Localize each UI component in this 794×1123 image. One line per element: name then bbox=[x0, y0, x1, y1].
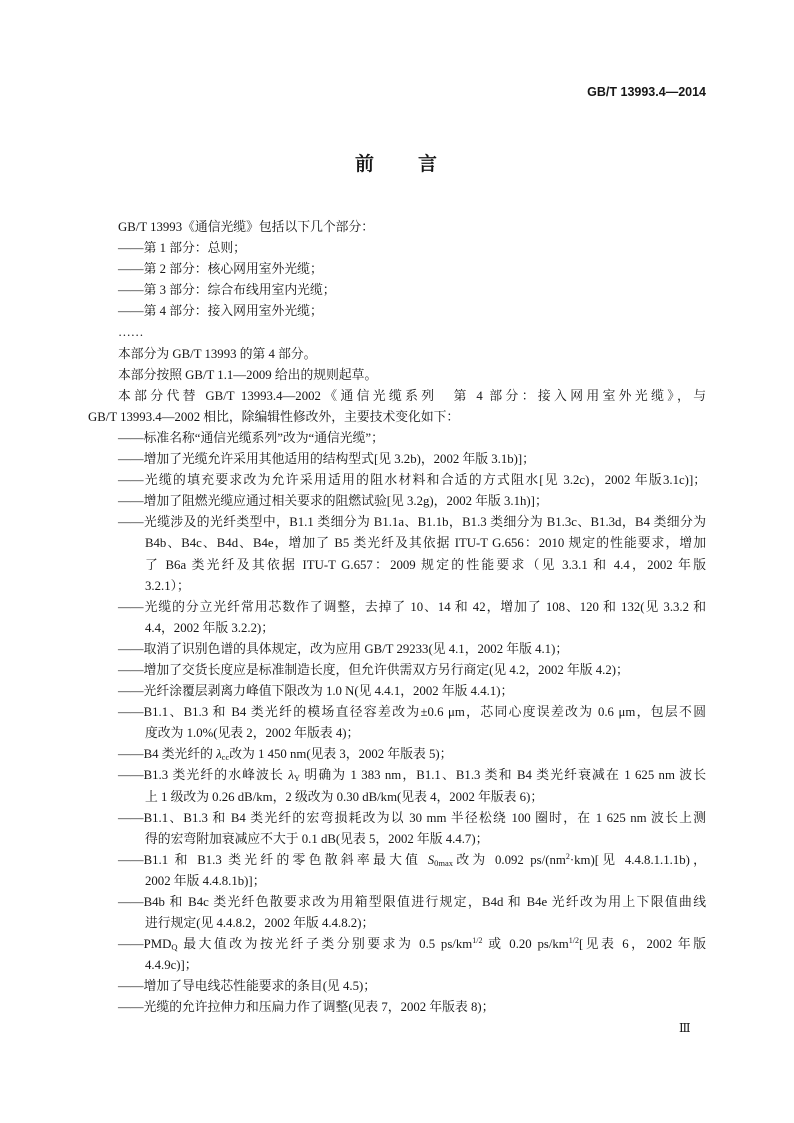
text-segment: ·km)[见 4.4.8.1.1.1b)， bbox=[569, 852, 706, 867]
change-item bbox=[88, 702, 706, 744]
change-item bbox=[88, 808, 706, 850]
part-item: ——第 4 部分：接入网用室外光缆； bbox=[118, 304, 323, 319]
change-item-line: B4b、B4c、B4d、B4e，增加了 B5 类光纤及其依据 ITU-T G.656：2010 规定的性能要求，增加 bbox=[145, 536, 706, 551]
text-segment: [见表 6，2002 年版 bbox=[578, 937, 707, 952]
change-item-line: ——B1.1、B1.3 和 B4 类光纤的宏弯损耗改为以 30 mm 半径松绕 100 圈时，在 1 625 nm 波长上测 bbox=[118, 810, 706, 825]
change-item bbox=[88, 428, 706, 449]
subscript: Q bbox=[171, 942, 178, 953]
change-item bbox=[88, 681, 706, 702]
change-item-line: ——B4b 和 B4c 类光纤色散要求改为用箱型限值进行规定，B4d 和 B4e 光纤改为用上下限值曲线 bbox=[118, 895, 706, 909]
changes-list bbox=[88, 428, 706, 1019]
change-item-line: ——增加了阻燃光缆应通过相关要求的阻燃试验[见 3.2g)，2002 年版 3.1h)]； bbox=[118, 494, 548, 509]
change-item bbox=[88, 934, 706, 976]
scope-statement: 本部分为 GB/T 13993 的第 4 部分。 bbox=[118, 346, 317, 361]
change-item-line: ——光缆的填充要求改为允许采用适用的阻水材料和合适的方式阻水[见 3.2c)，2002 年版3.1c)]； bbox=[118, 473, 706, 488]
change-item-line: ——增加了交货长度应是标准制造长度，但允许供需双方另行商定(见 4.2，2002 年版 4.2)； bbox=[118, 662, 629, 677]
change-item-line bbox=[88, 850, 706, 871]
change-item bbox=[88, 491, 706, 512]
subscript: 0max bbox=[434, 857, 454, 868]
text-segment: ——B1.3 类光纤的水峰波长 bbox=[118, 768, 289, 783]
change-item-line: 3.2.1）； bbox=[145, 578, 190, 593]
change-item-line: ——标准名称“通信光缆系列”改为“通信光缆”； bbox=[118, 430, 384, 445]
text-segment: 改为 0.092 ps/(nm bbox=[453, 852, 566, 867]
change-item bbox=[88, 449, 706, 470]
change-item-line: ——增加了导电线芯性能要求的条目(见 4.5)； bbox=[118, 979, 377, 994]
change-item bbox=[88, 765, 706, 807]
change-item-line: 进行规定(见 4.4.8.2，2002 年版 4.4.8.2)； bbox=[145, 916, 375, 931]
part-item: ——第 1 部分：总则； bbox=[118, 241, 246, 256]
change-item-line bbox=[88, 765, 706, 786]
change-item bbox=[88, 470, 706, 491]
change-item-line: ——增加了光缆允许采用其他适用的结构型式[见 3.2b)，2002 年版 3.1b)]； bbox=[118, 452, 535, 467]
change-item-line: ——光纤涂覆层剥离力峰值下限改为 1.0 N(见 4.4.1，2002 年版 4.4.1)； bbox=[118, 684, 514, 699]
change-item bbox=[88, 660, 706, 681]
superscript: 1/2 bbox=[568, 936, 579, 946]
intro-line: GB/T 13993《通信光缆》包括以下几个部分： bbox=[118, 220, 375, 234]
text-segment: ——PMD bbox=[118, 937, 172, 952]
change-item bbox=[88, 976, 706, 997]
part-item: ——第 2 部分：核心网用室外光缆； bbox=[118, 262, 323, 277]
text-segment: 明确为 1 383 nm，B1.1、B1.3 类和 B4 类光纤衰减在 1 625 nm 波长 bbox=[300, 768, 706, 783]
change-item-line bbox=[88, 934, 706, 955]
change-item-line: ——光缆的分立光纤常用芯数作了调整，去掉了 10、14 和 42，增加了 108、120 和 132(见 3.3.2 和 bbox=[118, 599, 706, 614]
text-segment: ——B4 类光纤的 bbox=[118, 747, 217, 762]
change-item-line: ——光缆涉及的光纤类型中，B1.1 类细分为 B1.1a、B1.1b，B1.3 类细分为 B1.3c、B1.3d，B4 类细分为 bbox=[118, 515, 706, 530]
change-item-line: 2002 年版 4.4.8.1b)]； bbox=[145, 873, 266, 888]
text-segment: 或 0.20 ps/km bbox=[482, 937, 569, 952]
replacement-line: GB/T 13993.4—2002 相比，除编辑性修改外，主要技术变化如下： bbox=[88, 409, 460, 424]
change-item bbox=[88, 512, 706, 596]
change-item bbox=[88, 597, 706, 639]
foreword-title: 前 言 bbox=[354, 154, 439, 175]
superscript: 2 bbox=[565, 851, 570, 861]
change-item-line: 得的宏弯附加衰减应不大于 0.1 dB(见表 5，2002 年版 4.4.7)； bbox=[145, 831, 489, 846]
foreword-body bbox=[88, 217, 706, 1019]
change-item-line: 度改为 1.0%(见表 2，2002 年版表 4)； bbox=[145, 726, 360, 741]
slope-symbol: S bbox=[427, 852, 435, 867]
replacement-line: 本部分代替 GB/T 13993.4—2002《通信光缆系列 第 4 部分：接入网用室外光缆》，与 bbox=[118, 388, 706, 403]
ellipsis: …… bbox=[118, 325, 144, 340]
superscript: 1/2 bbox=[472, 936, 483, 946]
change-item-line: 上 1 级改为 0.26 dB/km，2 级改为 0.30 dB/km(见表 4，2002 年版表 6)； bbox=[145, 789, 544, 804]
subscript: Y bbox=[293, 773, 301, 784]
change-item-line: ——B1.1、B1.3 和 B4 类光纤的模场直径容差改为±0.6 μm，芯同心度误差改为 0.6 μm，包层不圆 bbox=[118, 705, 706, 720]
text-segment: ——B1.1 和 B1.3 类光纤的零色散斜率最大值 bbox=[118, 852, 428, 867]
part-item: ——第 3 部分：综合布线用室内光缆； bbox=[118, 283, 336, 298]
change-item bbox=[88, 997, 706, 1018]
change-item-line: 4.4.9c)]； bbox=[145, 958, 198, 973]
change-item-line bbox=[88, 744, 706, 765]
lambda-symbol: λ bbox=[288, 768, 294, 783]
text-segment: 最大值改为按光纤子类分别要求为 0.5 ps/km bbox=[177, 937, 473, 952]
change-item bbox=[88, 850, 706, 892]
parts-list bbox=[88, 238, 706, 322]
page-number: Ⅲ bbox=[679, 1021, 691, 1035]
change-item-line: 4.4，2002 年版 3.2.2)； bbox=[145, 620, 275, 635]
change-item-line: ——光缆的允许拉伸力和压扁力作了调整(见表 7，2002 年版表 8)； bbox=[118, 1000, 495, 1015]
change-item bbox=[88, 639, 706, 660]
change-item bbox=[88, 744, 706, 765]
change-item-line: 了 B6a 类光纤及其依据 ITU-T G.657：2009 规定的性能要求（见 3.3.1 和 4.4，2002 年版 bbox=[145, 557, 706, 572]
replacement-paragraph bbox=[88, 386, 706, 428]
change-item-line: ——取消了识别色谱的具体规定，改为应用 GB/T 29233(见 4.1，2002 年版 4.1)； bbox=[118, 641, 569, 656]
lambda-symbol: λ bbox=[216, 747, 222, 762]
subscript: cc bbox=[221, 752, 230, 763]
header-standard-number: GB/T 13993.4—2014 bbox=[587, 85, 706, 99]
change-item bbox=[88, 892, 706, 934]
text-segment: 改为 1 450 nm(见表 3，2002 年版表 5)； bbox=[229, 747, 453, 762]
drafting-rule: 本部分按照 GB/T 1.1—2009 给出的规则起草。 bbox=[118, 367, 378, 382]
